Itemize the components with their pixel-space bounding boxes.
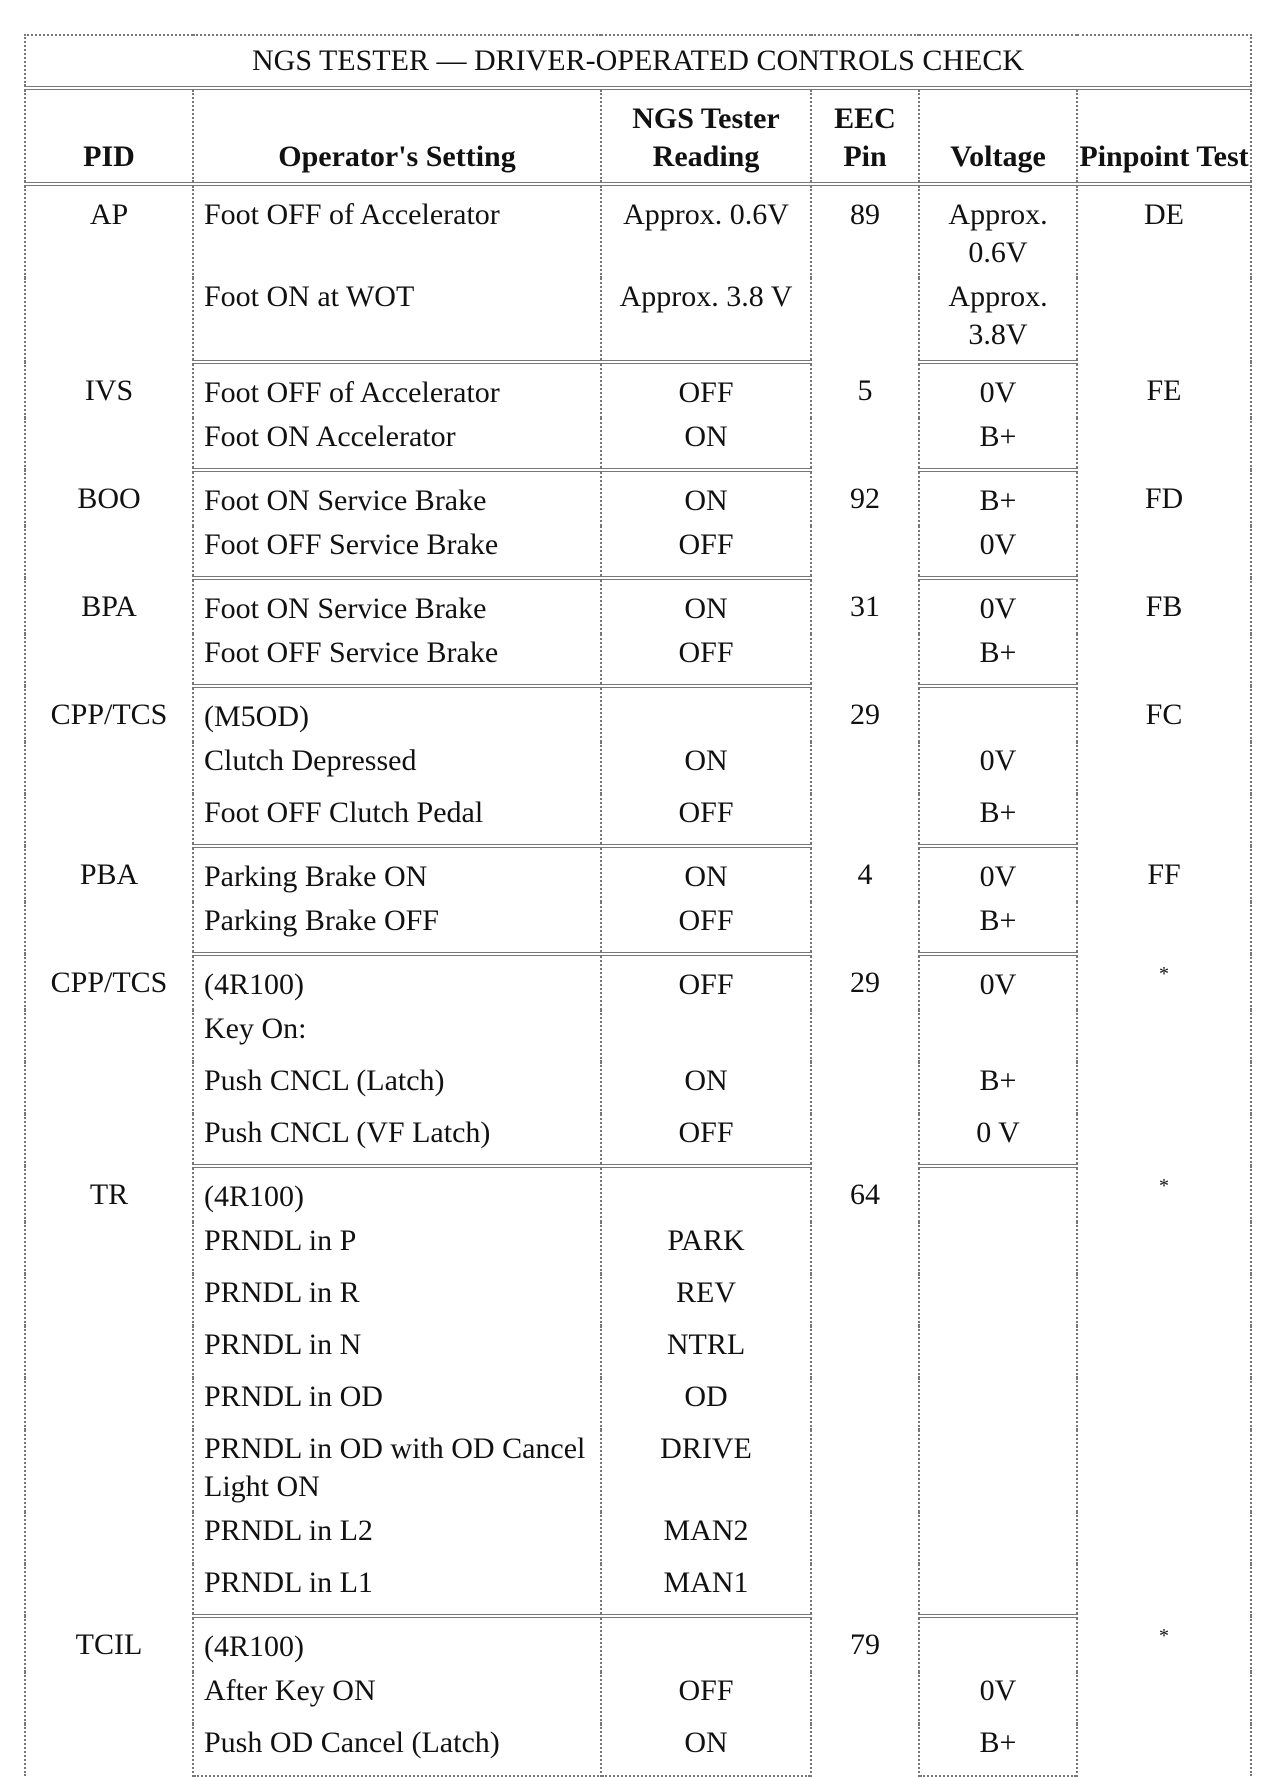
header-voltage: Voltage xyxy=(919,88,1077,184)
setting-cell: PRNDL in N xyxy=(193,1326,601,1378)
setting-cell: Foot OFF Service Brake xyxy=(193,634,601,686)
reading-cell: ON xyxy=(601,418,811,470)
pin-cell: 64 xyxy=(811,1166,919,1616)
reading-cell: Approx. 3.8 V xyxy=(601,278,811,362)
table-row xyxy=(25,1564,1251,1616)
pin-cell: 31 xyxy=(811,578,919,686)
setting-cell: Push CNCL (Latch) xyxy=(193,1062,601,1114)
table-row xyxy=(25,742,1251,794)
controls-check-table xyxy=(24,34,1252,1777)
table-row xyxy=(25,634,1251,686)
setting-cell: (4R100) xyxy=(193,954,601,1010)
reading-cell: Approx. 0.6V xyxy=(601,184,811,278)
voltage-cell: B+ xyxy=(919,1062,1077,1114)
voltage-cell: B+ xyxy=(919,902,1077,954)
setting-cell: Key On: xyxy=(193,1010,601,1062)
voltage-cell: 0V xyxy=(919,1672,1077,1724)
header-reading: NGS Tester Reading xyxy=(601,88,811,184)
reading-cell: ON xyxy=(601,1062,811,1114)
pid-cell: TR xyxy=(25,1166,193,1616)
reading-cell: OFF xyxy=(601,362,811,418)
pid-cell: BOO xyxy=(25,470,193,578)
setting-cell: PRNDL in P xyxy=(193,1222,601,1274)
table-row xyxy=(25,418,1251,470)
voltage-cell: B+ xyxy=(919,794,1077,846)
header-pin: EEC Pin xyxy=(811,88,919,184)
setting-cell: Foot OFF Clutch Pedal xyxy=(193,794,601,846)
pin-cell: 92 xyxy=(811,470,919,578)
reading-cell: ON xyxy=(601,846,811,902)
table-row xyxy=(25,686,1251,742)
reading-cell: MAN2 xyxy=(601,1512,811,1564)
table-row xyxy=(25,1114,1251,1166)
pinpoint-cell: * xyxy=(1077,1616,1251,1776)
table-row xyxy=(25,1222,1251,1274)
reading-cell: OFF xyxy=(601,794,811,846)
setting-cell: (4R100) xyxy=(193,1616,601,1672)
setting-cell: Foot OFF of Accelerator xyxy=(193,184,601,278)
voltage-cell: 0 V xyxy=(919,1114,1077,1166)
voltage-cell: Approx. 3.8V xyxy=(919,278,1077,362)
reading-cell: PARK xyxy=(601,1222,811,1274)
reading-cell: ON xyxy=(601,578,811,634)
reading-cell: DRIVE xyxy=(601,1430,811,1512)
setting-cell: (4R100) xyxy=(193,1166,601,1222)
table-row xyxy=(25,526,1251,578)
setting-cell: PRNDL in L2 xyxy=(193,1512,601,1564)
header-pid: PID xyxy=(25,88,193,184)
voltage-cell: B+ xyxy=(919,1724,1077,1776)
reading-cell xyxy=(601,1010,811,1062)
table-row xyxy=(25,578,1251,634)
table-row xyxy=(25,902,1251,954)
setting-cell: Foot OFF of Accelerator xyxy=(193,362,601,418)
table-row xyxy=(25,1062,1251,1114)
voltage-cell xyxy=(919,1616,1077,1672)
reading-cell: NTRL xyxy=(601,1326,811,1378)
reading-cell: ON xyxy=(601,470,811,526)
header-pinpoint: Pinpoint Test xyxy=(1077,88,1251,184)
voltage-cell xyxy=(919,1512,1077,1564)
table-row xyxy=(25,1378,1251,1430)
setting-cell: Foot OFF Service Brake xyxy=(193,526,601,578)
pin-cell: 4 xyxy=(811,846,919,954)
pid-cell: TCIL xyxy=(25,1616,193,1776)
setting-cell: PRNDL in R xyxy=(193,1274,601,1326)
voltage-cell: 0V xyxy=(919,954,1077,1010)
table-row xyxy=(25,1326,1251,1378)
reading-cell: OFF xyxy=(601,1114,811,1166)
pid-cell: PBA xyxy=(25,846,193,954)
pid-cell: CPP/TCS xyxy=(25,686,193,846)
voltage-cell xyxy=(919,1166,1077,1222)
table-row xyxy=(25,1430,1251,1512)
pinpoint-cell: FE xyxy=(1077,362,1251,470)
pin-cell: 29 xyxy=(811,954,919,1166)
table-row xyxy=(25,794,1251,846)
voltage-cell: 0V xyxy=(919,362,1077,418)
header-row xyxy=(25,88,1251,184)
reading-cell xyxy=(601,686,811,742)
voltage-cell: 0V xyxy=(919,846,1077,902)
setting-cell: PRNDL in OD xyxy=(193,1378,601,1430)
setting-cell: Foot ON Service Brake xyxy=(193,578,601,634)
pinpoint-cell: FF xyxy=(1077,846,1251,954)
reading-cell: ON xyxy=(601,742,811,794)
table-row xyxy=(25,1724,1251,1776)
table-row xyxy=(25,278,1251,362)
voltage-cell xyxy=(919,686,1077,742)
pinpoint-cell: * xyxy=(1077,1166,1251,1616)
reading-cell: OFF xyxy=(601,902,811,954)
voltage-cell: 0V xyxy=(919,526,1077,578)
table-row xyxy=(25,1512,1251,1564)
voltage-cell xyxy=(919,1222,1077,1274)
setting-cell: (M5OD) xyxy=(193,686,601,742)
voltage-cell: Approx. 0.6V xyxy=(919,184,1077,278)
reading-cell xyxy=(601,1616,811,1672)
voltage-cell xyxy=(919,1326,1077,1378)
header-setting: Operator's Setting xyxy=(193,88,601,184)
voltage-cell: B+ xyxy=(919,418,1077,470)
table-row xyxy=(25,1166,1251,1222)
voltage-cell: B+ xyxy=(919,634,1077,686)
voltage-cell: B+ xyxy=(919,470,1077,526)
reading-cell: REV xyxy=(601,1274,811,1326)
setting-cell: Foot ON at WOT xyxy=(193,278,601,362)
pin-cell: 79 xyxy=(811,1616,919,1776)
table-row xyxy=(25,184,1251,278)
reading-cell: OFF xyxy=(601,634,811,686)
reading-cell: MAN1 xyxy=(601,1564,811,1616)
voltage-cell xyxy=(919,1274,1077,1326)
pinpoint-cell: FD xyxy=(1077,470,1251,578)
pid-cell: AP xyxy=(25,184,193,362)
pin-cell: 89 xyxy=(811,184,919,362)
reading-cell: OD xyxy=(601,1378,811,1430)
setting-cell: PRNDL in OD with OD Cancel Light ON xyxy=(193,1430,601,1512)
reading-cell: ON xyxy=(601,1724,811,1776)
pid-cell: CPP/TCS xyxy=(25,954,193,1166)
reading-cell: OFF xyxy=(601,954,811,1010)
setting-cell: Push OD Cancel (Latch) xyxy=(193,1724,601,1776)
reading-cell xyxy=(601,1166,811,1222)
setting-cell: Foot ON Accelerator xyxy=(193,418,601,470)
voltage-cell xyxy=(919,1430,1077,1512)
table-row xyxy=(25,470,1251,526)
setting-cell: Parking Brake ON xyxy=(193,846,601,902)
controls-check-sheet xyxy=(24,34,1250,1777)
setting-cell: Clutch Depressed xyxy=(193,742,601,794)
setting-cell: Foot ON Service Brake xyxy=(193,470,601,526)
table-row xyxy=(25,362,1251,418)
voltage-cell xyxy=(919,1564,1077,1616)
voltage-cell: 0V xyxy=(919,578,1077,634)
table-title: NGS TESTER — DRIVER-OPERATED CONTROLS CHECK xyxy=(25,35,1251,88)
pin-cell: 29 xyxy=(811,686,919,846)
table-row xyxy=(25,1616,1251,1672)
voltage-cell xyxy=(919,1378,1077,1430)
reading-cell: OFF xyxy=(601,1672,811,1724)
voltage-cell: 0V xyxy=(919,742,1077,794)
setting-cell: Parking Brake OFF xyxy=(193,902,601,954)
table-row xyxy=(25,954,1251,1010)
pid-cell: BPA xyxy=(25,578,193,686)
table-row xyxy=(25,846,1251,902)
pinpoint-cell: * xyxy=(1077,954,1251,1166)
voltage-cell xyxy=(919,1010,1077,1062)
pinpoint-cell: DE xyxy=(1077,184,1251,362)
table-body xyxy=(25,184,1251,1776)
pin-cell: 5 xyxy=(811,362,919,470)
table-row xyxy=(25,1274,1251,1326)
pid-cell: IVS xyxy=(25,362,193,470)
setting-cell: PRNDL in L1 xyxy=(193,1564,601,1616)
table-row xyxy=(25,1010,1251,1062)
table-row xyxy=(25,1672,1251,1724)
pinpoint-cell: FB xyxy=(1077,578,1251,686)
setting-cell: After Key ON xyxy=(193,1672,601,1724)
setting-cell: Push CNCL (VF Latch) xyxy=(193,1114,601,1166)
pinpoint-cell: FC xyxy=(1077,686,1251,846)
reading-cell: OFF xyxy=(601,526,811,578)
